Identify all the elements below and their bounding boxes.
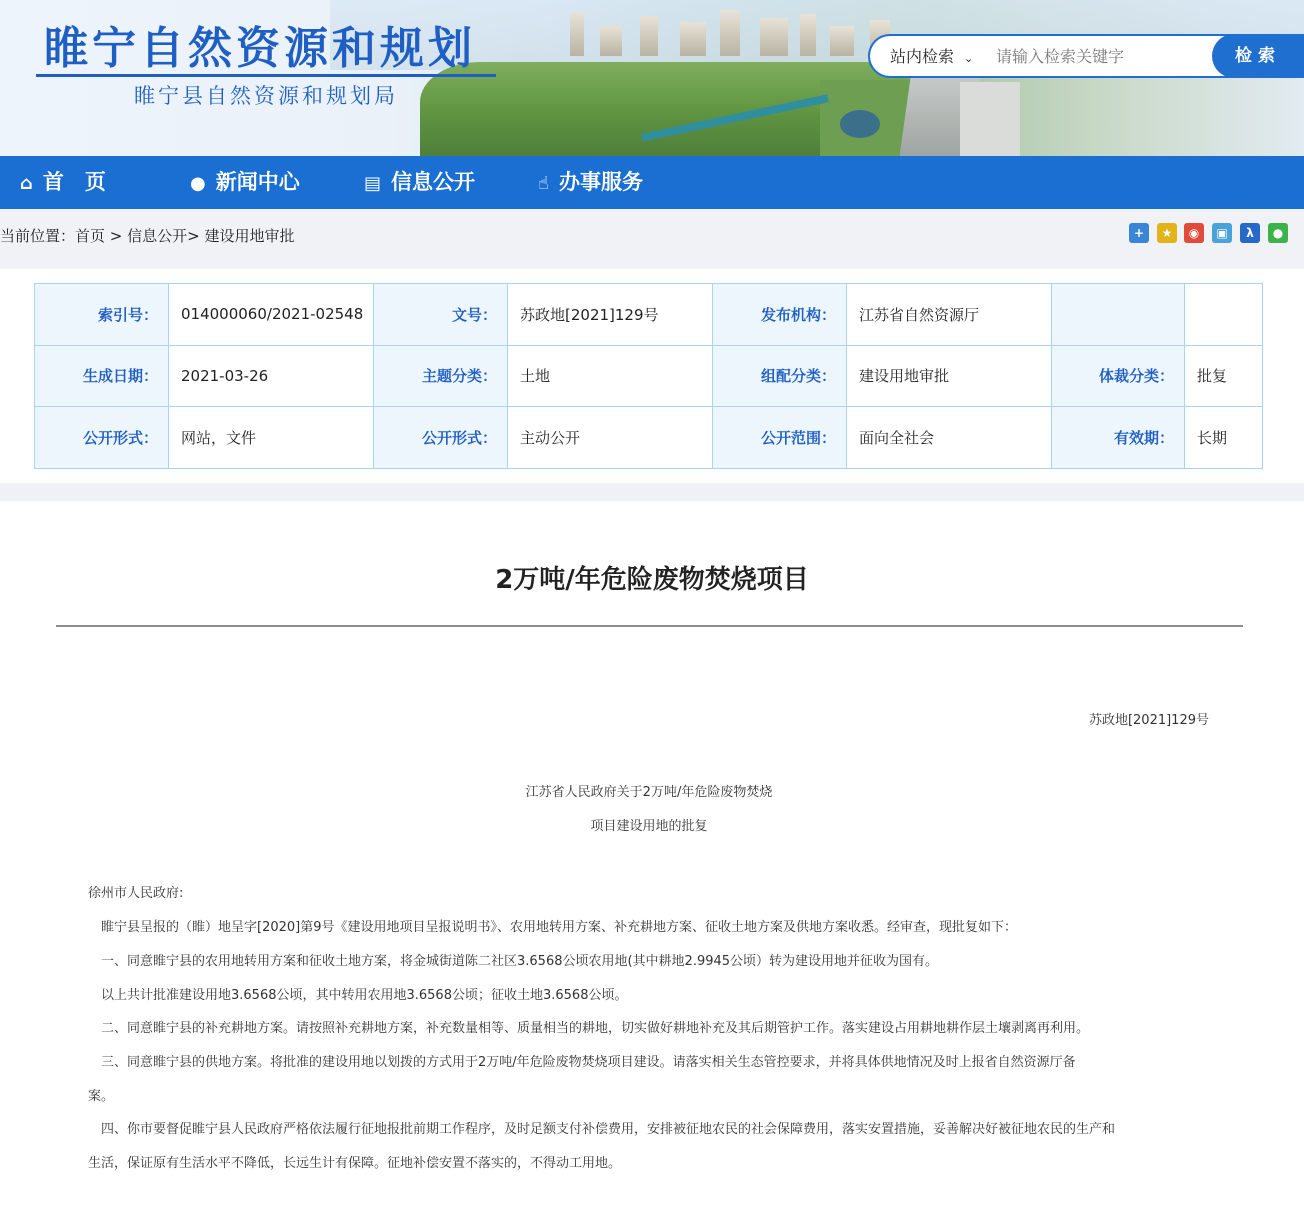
article-paragraph: 四、你市要督促睢宁县人民政府严格依法履行征地报批前期工作程序，及时足额支付补偿费用，安排被征地农民的社会保障费用，落实安置措施，妥善解决好被征地农民的生产和	[88, 1122, 1116, 1137]
breadcrumb: 当前位置：首页 > 信息公开> 建设用地审批	[0, 227, 295, 245]
article-paragraph: 以上共计批准建设用地3.6568公顷，其中转用农用地3.6568公顷；征收土地3.6568公顷。	[88, 988, 628, 1003]
nav-item-news[interactable]	[190, 156, 300, 209]
nav-item-label: 新闻中心	[215, 170, 300, 194]
title-rule	[56, 625, 1243, 627]
article-paragraph: 生活，保证原有生活水平不降低，长远生计有保障。征地补偿安置不落实的，不得动工用地。	[88, 1156, 622, 1171]
meta-label: 公开形式：	[35, 407, 169, 469]
meta-label: 文号：	[374, 284, 508, 346]
qzone-icon[interactable]: ★	[1157, 223, 1177, 243]
title-underline	[36, 74, 496, 77]
article-paragraph: 案。	[88, 1089, 115, 1104]
people-icon[interactable]: λ	[1240, 223, 1260, 243]
banner-building	[640, 16, 658, 56]
banner-building	[830, 26, 854, 56]
meta-value: 面向全社会	[847, 407, 1052, 469]
meta-value: 苏政地[2021]129号	[508, 284, 713, 346]
banner-building	[760, 18, 788, 56]
subject-line: 项目建设用地的批复	[590, 819, 708, 834]
meta-value: 建设用地审批	[847, 345, 1052, 407]
meta-row	[35, 284, 1263, 346]
banner-pond	[840, 110, 880, 138]
meta-value: 土地	[508, 345, 713, 407]
article-paragraph: 徐州市人民政府:	[88, 886, 184, 901]
meta-value: 主动公开	[508, 407, 713, 469]
article-title: 2万吨/年危险废物焚烧项目	[495, 565, 809, 595]
meta-label: 生成日期：	[35, 345, 169, 407]
meta-label: 主题分类：	[374, 345, 508, 407]
article-paragraph: 一、同意睢宁县的农用地转用方案和征收土地方案，将金城街道陈二社区3.6568公顷农用地(其中耕地2.9945公顷）转为建设用地并征收为国有。	[88, 954, 939, 969]
article-paragraph: 三、同意睢宁县的供地方案。将批准的建设用地以划拨的方式用于2万吨/年危险废物焚烧项目建设。请落实相关生态管控要求，并将具体供地情况及时上报省自然资源厅备	[88, 1055, 1076, 1070]
site-subtitle: 睢宁县自然资源和规划局	[134, 84, 398, 108]
article-paragraph: 睢宁县呈报的（睢）地呈字[2020]第9号《建设用地项目呈报说明书》、农用地转用方案、补充耕地方案、征收土地方案及供地方案收悉。经审查，现批复如下：	[88, 920, 1017, 935]
nav-item-label: 首 页	[42, 170, 106, 194]
meta-value: 江苏省自然资源厅	[847, 284, 1052, 346]
meta-row	[35, 407, 1263, 469]
search-button[interactable]: 检索	[1212, 34, 1304, 78]
wechat-icon[interactable]: ●	[1268, 223, 1288, 243]
chevron-down-icon: ⌄	[964, 52, 974, 65]
nav-item-home[interactable]	[20, 156, 106, 209]
nav-item-label: 办事服务	[558, 170, 643, 194]
nav-item-services[interactable]	[538, 156, 643, 209]
meta-value	[1185, 284, 1263, 346]
meta-label: 组配分类：	[713, 345, 847, 407]
search-scope-label: 站内检索	[890, 47, 955, 66]
nav-item-label: 信息公开	[391, 170, 476, 194]
meta-label: 体裁分类：	[1052, 345, 1185, 407]
banner-building	[720, 10, 740, 56]
meta-value: 批复	[1185, 345, 1263, 407]
meta-panel	[0, 269, 1304, 483]
header-banner	[0, 0, 1304, 156]
search-input[interactable]	[996, 42, 1206, 70]
home-icon: ⌂	[20, 173, 33, 194]
breadcrumb-bar	[0, 209, 1304, 269]
document-number: 苏政地[2021]129号	[1088, 713, 1209, 728]
thumbs-up-icon: ☝	[538, 173, 549, 194]
banner-building	[570, 12, 584, 56]
weibo-icon[interactable]: ◉	[1184, 223, 1204, 243]
article-paragraph: 二、同意睢宁县的补充耕地方案。请按照补充耕地方案，补充数量相等、质量相当的耕地，切实做好耕地补充及其后期管护工作。落实建设占用耕地耕作层土壤剥离再利用。	[88, 1021, 1090, 1036]
meta-label: 公开形式：	[374, 407, 508, 469]
meta-label	[1052, 284, 1185, 346]
meta-value: 014000060/2021-02548	[169, 284, 374, 346]
meta-row	[35, 345, 1263, 407]
nav-item-info[interactable]	[364, 156, 475, 209]
search-scope-select[interactable]	[890, 44, 973, 67]
meta-value: 2021-03-26	[169, 345, 374, 407]
globe-icon: ●	[190, 173, 206, 194]
article	[0, 501, 1304, 1220]
meta-value: 网站，文件	[169, 407, 374, 469]
meta-table	[34, 283, 1263, 469]
meta-value: 长期	[1185, 407, 1263, 469]
banner-road	[960, 82, 1020, 156]
site-title: 睢宁自然资源和规划	[44, 23, 476, 74]
meta-label: 公开范围：	[713, 407, 847, 469]
subject-line: 江苏省人民政府关于2万吨/年危险废物焚烧	[525, 785, 773, 800]
banner-building	[800, 14, 816, 56]
section-divider	[0, 483, 1304, 501]
renren-icon[interactable]: ▣	[1212, 223, 1232, 243]
banner-building	[600, 26, 622, 56]
main-nav	[0, 156, 1304, 209]
plus-share-icon[interactable]: +	[1129, 223, 1149, 243]
meta-label: 有效期：	[1052, 407, 1185, 469]
document-icon: ▤	[364, 173, 382, 194]
meta-label: 发布机构：	[713, 284, 847, 346]
banner-building	[680, 22, 706, 56]
meta-label: 索引号：	[35, 284, 169, 346]
